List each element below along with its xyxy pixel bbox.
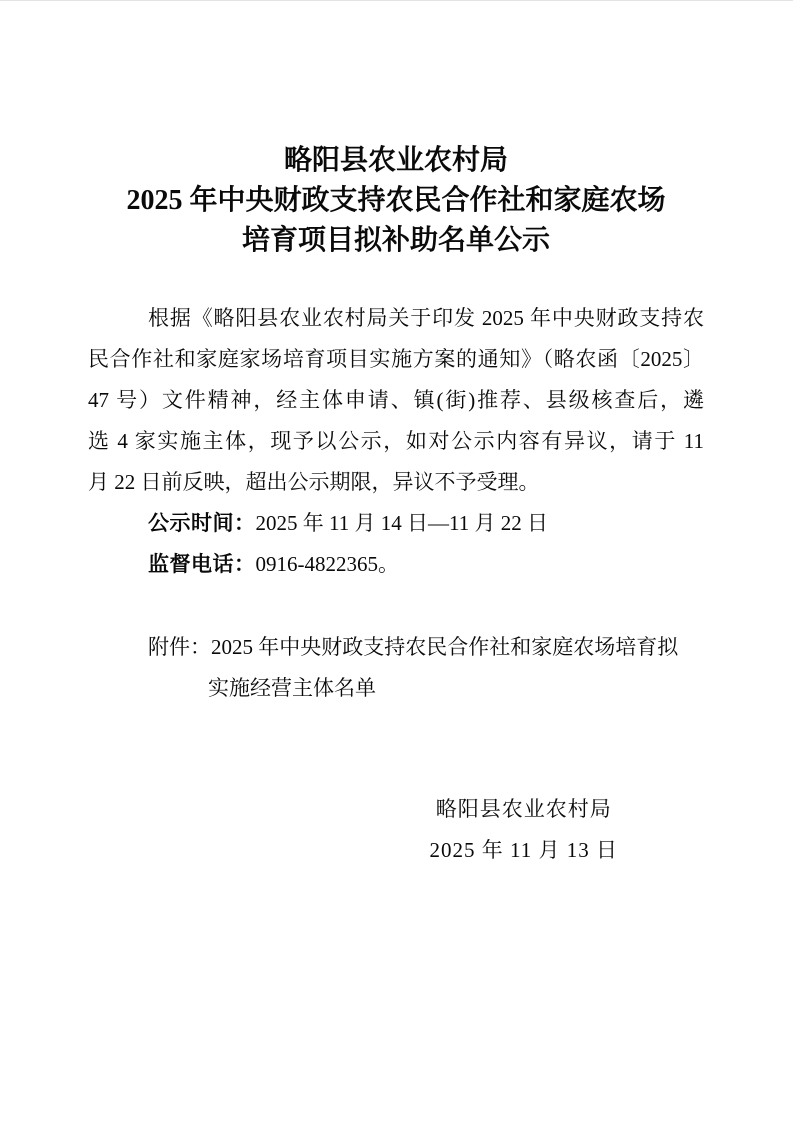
title-line-2: 2025 年中央财政支持农民合作社和家庭农场 xyxy=(126,185,666,216)
signature-org: 略阳县农业农村局 xyxy=(435,797,612,821)
paragraph-line: 选 4 家实施主体，现予以公示，如对公示内容有异议，请于 11 xyxy=(88,429,704,453)
publicity-time-value: 2025 年 11 月 14 日—11 月 22 日 xyxy=(255,511,548,535)
title-line-1: 略阳县农业农村局 xyxy=(283,145,508,176)
signature-block xyxy=(430,789,618,871)
supervision-phone-label: 监督电话： xyxy=(148,553,256,576)
document-title xyxy=(88,141,704,261)
attachment-label: 附件： xyxy=(148,635,211,659)
attachment-line-2: 实施经营主体名单 xyxy=(208,676,376,700)
supervision-phone-line xyxy=(88,544,704,585)
body-paragraph xyxy=(88,298,704,503)
title-line-3: 培育项目拟补助名单公示 xyxy=(241,225,550,256)
document-content xyxy=(0,141,793,871)
attachment-section xyxy=(88,627,704,709)
paragraph-line: 根据《略阳县农业农村局关于印发 2025 年中央财政支持农 xyxy=(148,306,704,330)
signature-date: 2025 年 11 月 13 日 xyxy=(429,838,618,862)
publicity-time-label: 公示时间： xyxy=(148,512,256,535)
paragraph-line: 月 22 日前反映，超出公示期限，异议不予受理。 xyxy=(88,470,540,494)
paragraph-line: 民合作社和家庭家场培育项目实施方案的通知》（略农函〔2025〕 xyxy=(88,347,704,371)
publicity-time-line xyxy=(88,503,704,544)
supervision-phone-value: 0916-4822365。 xyxy=(255,552,399,576)
attachment-title-part1: 2025 年中央财政支持农民合作社和家庭农场培育拟 xyxy=(211,635,679,659)
paragraph-line: 47 号）文件精神，经主体申请、镇(街)推荐、县级核查后，遴 xyxy=(88,388,704,412)
attachment-line-1 xyxy=(88,627,704,668)
